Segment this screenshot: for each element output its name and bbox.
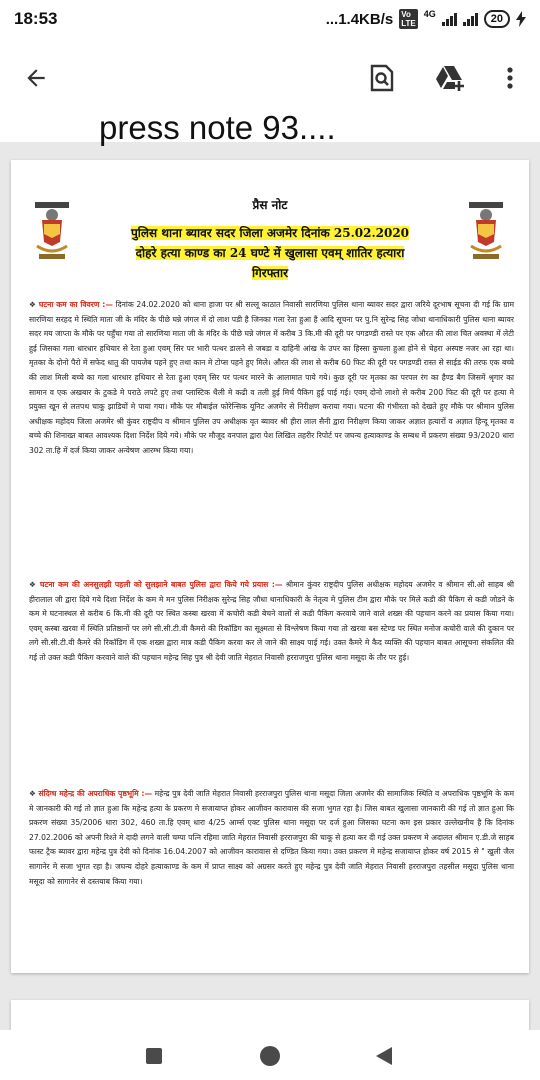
find-in-page-button[interactable] bbox=[364, 60, 400, 96]
status-bar bbox=[0, 0, 540, 38]
network-speed: ...1.4KB/s bbox=[325, 10, 394, 28]
incident-details-title: घटना कम का विवरण :— bbox=[38, 300, 113, 309]
incident-details-text: दिनांक 24.02.2020 को थाना हाजा पर श्री सल्लू काठात निवासी सारणिया पुलिस थाना ब्यावर सदर द्वारा जरिये दूरभाष सूचना दी गई कि ग्राम सारणिया सरहद मे स्थिति माता जी के मंदिर के पीछे घन्ने जंगल में दो लाश पडी है जिनका गला रेता हुआ है आदि सूचना पर पु.नि सुरेन्द्र सिह जोधा थानाधिकारी पुलिस थाना ब्यावर सदर मय जाप्ता के मौके पर पहुँचा गया तो सारणिया माता जी के मंदिर के पीछे घन्ने जंगल में करीब 3 कि.मी की दूरी पर पगडण्डी रास्ते पर एक औरत की लाश चित अवस्था में लेटी हुई जिसका गला धारधार हथियार से रेता हुआ एवम् सिर पर भारी पत्थर डालने से जबडा व दाहिनी आंख के उपर का हिस्सा कुचला हुआ होने से चेहरा अस्पष्ट नजर आ रहा था। मृतका के दोनो पैरो में सफेद धातु की पायजेब पहने हुए तथा कान मे टोप्स पहने हुए मिले। औरत की लाश से करीब 60 फिट की दूरी पर पगडण्डी रास्त से साईड की तरफ एक बच्चे की लाश मिली बच्चे का गला धारधार हथियार से रेता हुआ एवम् सिर पर पत्थर मारने के आलामात पाये गये। कुछ दूरी पर मृतका का परपल रंग का हैण्ड बैग जिसमें श्रृगार का सामान व एक अखबार के टुकडे मे पराठे लपटे हुए तथा प्लास्टिक थैली मे कढी व तली हुई मिर्च पैकिग हुई पाई गई। एवम् दोनो लाशो से करीब 200 फिट की दूरी पर हत्या मे प्रयुक्त खून से लतपथ चाकू झाडियों मे पाया गया। मौके पर मौबाईल फोरेन्सिक यूनिट अजमेर से निरीक्षण कराया गया। घटना की गंभीरता को देखते हुए मौके पर श्रीमान पुलिस अधीक्षक महोदय जिला अजमेर श्री कुंवर राष्ट्रदीप व श्रीमान पुलिस उप अधीक्षक वृत ब्यावर श्री हीरा लाल सैनी द्वारा निरीक्षण किया जाकर अज्ञात हत्यारों व अज्ञात हिन्दू मृतका व बच्चे की शिनाख्त बाबत आवश्यक दिशा निर्देश दिये गये। मौके पर मौजूद वनपाल द्वारा पेश लिखित तहरीर रिपोर्ट पर जघन्य हत्याकाण्ड के सम्बध में प्रकरण संख्या 93/2020 धारा 302 ता.हि में दर्ज किया जाकर अन्वेषण आरम्भ किया गया। bbox=[29, 300, 514, 455]
recents-square-icon bbox=[146, 1048, 162, 1064]
more-options-button[interactable] bbox=[492, 60, 528, 96]
charging-bolt-icon bbox=[516, 11, 526, 27]
home-button[interactable] bbox=[254, 1040, 286, 1072]
drive-add-icon bbox=[434, 64, 466, 92]
battery-level: 20 bbox=[484, 10, 510, 28]
signal-2-icon bbox=[463, 12, 478, 26]
police-efforts-title: घटना कम की अनसुलझी पहली को सुलझाने बाबत पुलिस द्वारा किये गये प्रयास :— bbox=[40, 580, 283, 589]
add-to-drive-button[interactable] bbox=[432, 60, 468, 96]
back-arrow-icon bbox=[23, 65, 49, 91]
network-type: 4G bbox=[423, 9, 436, 19]
signal-icon bbox=[442, 12, 457, 26]
back-nav-button[interactable] bbox=[368, 1040, 400, 1072]
suspect-background-paragraph bbox=[29, 787, 514, 889]
police-efforts-text: श्रीमान कुंवर राष्ट्रदीप पुलिस अधीक्षक महोदय अजमेर व श्रीमान सी.ओ साहब श्री हीरालाल जी द्वारा दिये गये दिशा निर्देश के कम मे मन पुलिस निरीक्षक सुरेन्द्र सिह जौधा थानाधिकारी के नेतृत्व मे पुलिस टीम द्वारा मौके पर मिले कडी की पैकिग से कडी जोडने के कम मे घटनास्थल से करीब 6 कि.मी की दूरी पर स्थित कस्बा खरवा में कचोरी कडी बेचने वालों से कडी पैकिग करवाये जाने वाले शख्स की पहचान करने का प्रयास किया गया। एवम् कस्बा खरवा में स्थिति प्रतिष्ठानों पर लगे सी.सी.टी.वी कैमरो की रिकॉडिग का सूक्ष्मता से विश्लेषण किया गया तो खरवा बस स्टेण्ड पर स्थित मनोज कचोरी वाले की दुकान पर लगे सी.सी.टी.वी कैमरे की रिकॉडिग में एक शख्स द्वारा मात्र कडी पैकिग करवा कर ले जाने की साक्ष्य पाई गई। उक्त कैमरे मे कैद व्यक्ति की पहचान बाबत आसूचना संकलित की गई तो उक्त कडी पैकिग करवाने वाले की पहचान महेन्द्र सिह पुत्र श्री देवी जाति मेहरात निवासी हरराजपुरा पुलिस थाना मसूदा के तौर पर हुई। bbox=[29, 580, 514, 662]
suspect-background-title: संदिग्ध महेन्द्र की अपराधिक पृष्ठभूमि :— bbox=[38, 789, 153, 798]
status-indicators bbox=[326, 9, 526, 29]
recents-button[interactable] bbox=[138, 1040, 170, 1072]
subject-line-2: दोहरे हत्या काण्ड का 24 घण्टे में खुलासा एवम् शातिर हत्यारा bbox=[135, 246, 405, 260]
status-time: 18:53 bbox=[14, 9, 58, 28]
volte-badge bbox=[399, 9, 418, 29]
back-triangle-icon bbox=[375, 1046, 393, 1066]
home-circle-icon bbox=[259, 1045, 281, 1067]
police-efforts-paragraph bbox=[29, 578, 514, 666]
bullet-icon: ❖ bbox=[29, 580, 37, 589]
volte-bottom: LTE bbox=[401, 19, 416, 28]
suspect-background-text: महेन्द्र पुत्र देवी जाति मेहरात निवासी हरराजपुरा पुलिस थाना मसूदा जिला अजमेर की सामाजिक स्थिति व अपराधिक पृष्ठभूमि के कम मे जानकारी की गई तो ज्ञात हुआ कि महेन्द्र हत्या के प्रकरण मे सजायाप्त होकर आजीवन कारावास की सजा भुगत रहा है। जिस बाबत खुलासा जानकारी की गई तो ज्ञात हुआ कि प्रकरण संख्या 35/2006 धारा 302, 460 ता.हि एवम् धारा 4/25 आर्म्स एक्ट पुलिस थाना मसूदा पर दर्ज हुआ जिसका घटना कम इस प्रकार उल्लेखनीय है कि दिनांक 27.02.2006 को अपनी रिश्ते मे दादी लगने वाली चम्पा पत्नि रहिमा जाति मेहरात निवासी हरराजपुरा की चाकू से हत्या कर दी गई उक्त प्रकरण मे अदालत श्रीमान ए.डी.जे साहब फास्ट ट्रैक ब्यावर द्वारा महेन्द्र पुत्र देवी को दिनांक 16.04.2007 को आजीवन कारावास से दण्डित किया गया। उक्त प्रकरण मे महेन्द्र सजायाप्त होकर वर्ष 2015 से " खुली जैल सागानेर मे सजा भुगत रहा है। जघन्य दोहरे हत्याकाण्ड के कम में प्राप्त साक्ष्य को अग्रसर करते हुए महेन्द्र पुत्र देवी जाति मेहरात निवासी हरराजपुरा तहसील मसूदा पुलिस थाना मसूदा को सागानेर से दस्तयाब किया गया। bbox=[29, 789, 514, 886]
incident-details-paragraph bbox=[29, 298, 514, 459]
back-button[interactable] bbox=[18, 60, 54, 96]
more-vertical-icon bbox=[506, 66, 514, 90]
bullet-icon: ❖ bbox=[29, 789, 36, 798]
find-in-page-icon bbox=[369, 64, 395, 92]
navigation-bar bbox=[0, 1030, 540, 1080]
document-title: press note 93.... bbox=[99, 109, 336, 146]
document-page[interactable] bbox=[11, 160, 529, 973]
volte-top: Vo bbox=[401, 10, 411, 19]
bullet-icon: ❖ bbox=[29, 300, 37, 309]
subject-line-1: पुलिस थाना ब्यावर सदर जिला अजमेर दिनांक 25.02.2020 bbox=[130, 226, 410, 240]
next-document-page[interactable] bbox=[11, 1000, 529, 1030]
document-heading: प्रैस नोट bbox=[252, 198, 288, 212]
subject-line-3: गिरफ्तार bbox=[251, 266, 289, 280]
press-note-subject bbox=[106, 223, 434, 283]
app-bar bbox=[0, 38, 540, 146]
